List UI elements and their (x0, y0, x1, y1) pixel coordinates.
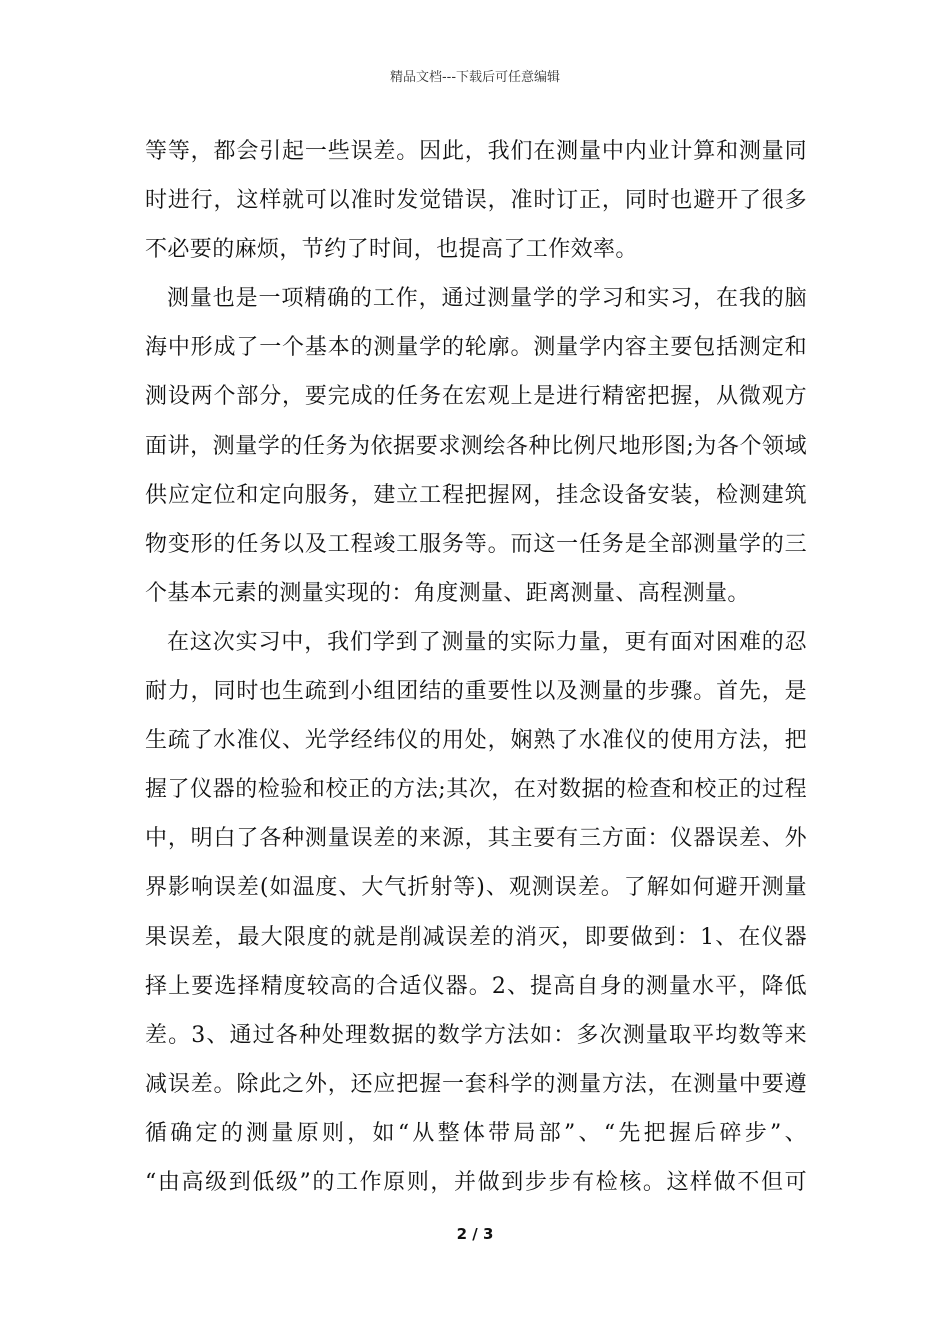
text-line: 海中形成了一个基本的测量学的轮廓。测量学内容主要包括测定和 (145, 335, 807, 361)
text-line: “由高级到低级”的工作原则，并做到步步有检核。这样做不但可 (145, 1169, 807, 1195)
paragraph (145, 274, 807, 618)
paragraph (145, 618, 807, 1207)
text-line: 择上要选择精度较高的合适仪器。2、提高自身的测量水平，降低 (145, 973, 807, 999)
text-line: 循确定的测量原则，如“从整体带局部”、“先把握后碎步”、 (145, 1120, 807, 1146)
page-header: 精品文档---下载后可任意编辑 (389, 70, 561, 85)
text-line: 测量也是一项精确的工作，通过测量学的学习和实习，在我的脑 (167, 286, 807, 312)
text-line: 供应定位和定向服务，建立工程把握网，挂念设备安装，检测建筑 (145, 482, 807, 508)
text-line: 物变形的任务以及工程竣工服务等。而这一任务是全部测量学的三 (145, 531, 807, 557)
text-line: 等等，都会引起一些误差。因此，我们在测量中内业计算和测量同 (145, 139, 807, 164)
text-line: 生疏了水准仪、光学经纬仪的用处，娴熟了水准仪的使用方法，把 (145, 728, 807, 754)
text-line: 测设两个部分，要完成的任务在宏观上是进行精密把握，从微观方 (145, 384, 807, 410)
text-line: 在这次实习中，我们学到了测量的实际力量，更有面对困难的忍 (167, 629, 807, 655)
text-line: 握了仪器的检验和校正的方法;其次，在对数据的检查和校正的过程 (145, 777, 807, 803)
text-line: 个基本元素的测量实现的：角度测量、距离测量、高程测量。 (145, 580, 750, 606)
text-line: 减误差。除此之外，还应把握一套科学的测量方法，在测量中要遵 (145, 1071, 807, 1097)
page-number: 2 / 3 (456, 1225, 494, 1243)
text-line: 差。3、通过各种处理数据的数学方法如：多次测量取平均数等来 (145, 1022, 807, 1048)
text-line: 果误差，最大限度的就是削减误差的消灭，即要做到：1、在仪器 (145, 924, 807, 950)
text-line: 耐力，同时也生疏到小组团结的重要性以及测量的步骤。首先，是 (145, 679, 807, 705)
document-body (145, 127, 807, 1207)
text-line: 界影响误差(如温度、大气折射等)、观测误差。了解如何避开测量 (145, 875, 807, 901)
paragraph (145, 127, 807, 274)
text-line: 中，明白了各种测量误差的来源，其主要有三方面：仪器误差、外 (145, 826, 807, 852)
text-line: 时进行，这样就可以准时发觉错误，准时订正，同时也避开了很多 (145, 188, 807, 214)
text-line: 面讲，测量学的任务为依据要求测绘各种比例尺地形图;为各个领域 (145, 433, 807, 459)
text-line: 不必要的麻烦，节约了时间，也提高了工作效率。 (145, 237, 638, 263)
